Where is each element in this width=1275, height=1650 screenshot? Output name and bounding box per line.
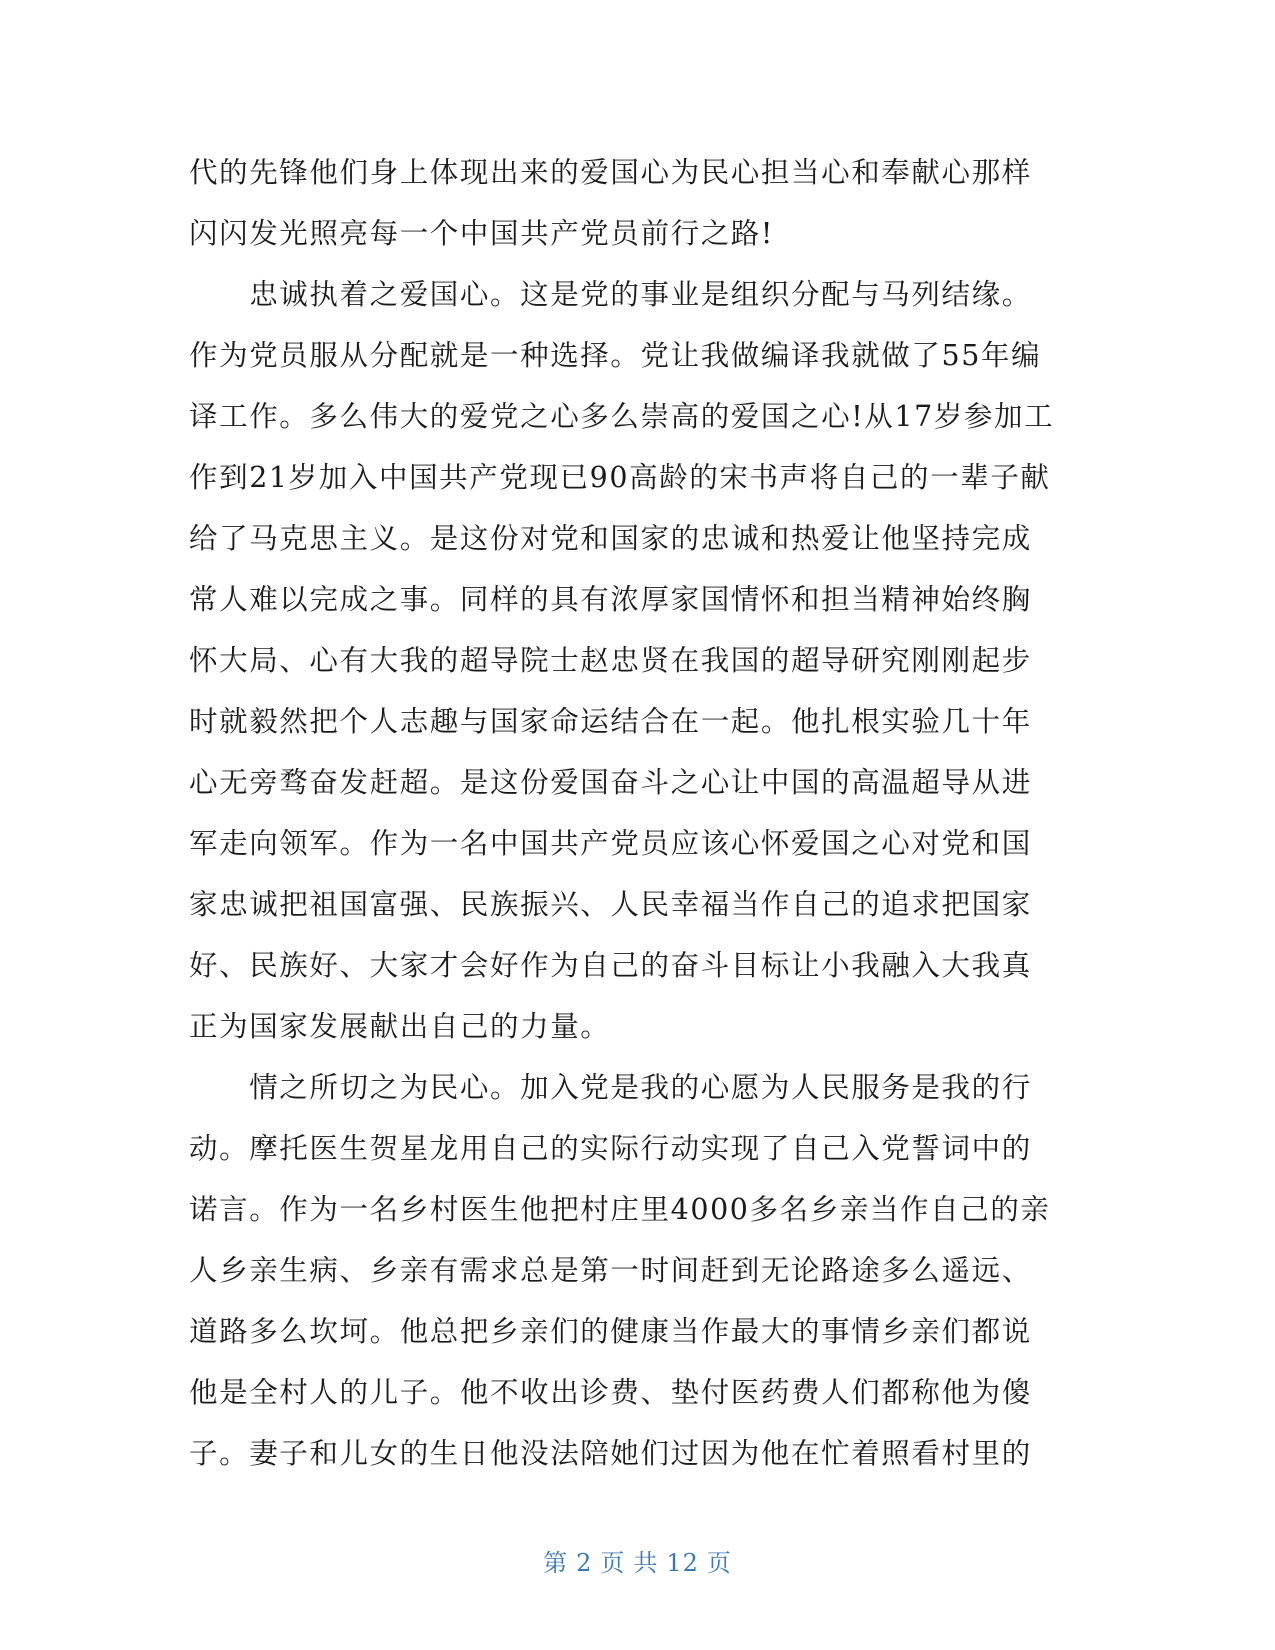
text-line: 正为国家发展献出自己的力量。 — [189, 1010, 611, 1043]
footer-prefix: 第 — [543, 1549, 569, 1577]
text-line: 忠诚执着之爱国心。这是党的事业是组织分配与马列结缘。 — [189, 278, 1032, 311]
text-line: 道路多么坎坷。他总把乡亲们的健康当作最大的事情乡亲们都说 — [189, 1315, 1032, 1348]
paragraph — [189, 264, 1089, 1057]
text-line: 情之所切之为民心。加入党是我的心愿为人民服务是我的行 — [189, 1071, 1032, 1104]
text-line: 军走向领军。作为一名中国共产党员应该心怀爱国之心对党和国 — [189, 827, 1032, 860]
text-line: 作到21岁加入中国共产党现已90高龄的宋书声将自己的一辈子献 — [189, 461, 1051, 494]
text-line: 译工作。多么伟大的爱党之心多么崇高的爱国之心!从17岁参加工 — [189, 400, 1055, 433]
text-line: 诺言。作为一名乡村医生他把村庄里4000多名乡亲当作自己的亲 — [189, 1193, 1051, 1226]
footer-page-label: 页 — [600, 1549, 626, 1577]
footer-current-page: 2 — [576, 1549, 593, 1577]
text-line: 子。妻子和儿女的生日他没法陪她们过因为他在忙着照看村里的 — [189, 1437, 1032, 1470]
footer-total-prefix: 共 — [633, 1549, 659, 1577]
text-line: 常人难以完成之事。同样的具有浓厚家国情怀和担当精神始终胸 — [189, 583, 1032, 616]
footer-total-label: 页 — [706, 1549, 732, 1577]
text-line: 怀大局、心有大我的超导院士赵忠贤在我国的超导研究刚刚起步 — [189, 644, 1032, 677]
footer-total-pages: 12 — [666, 1549, 699, 1577]
text-line: 闪闪发光照亮每一个中国共产党员前行之路! — [189, 217, 774, 250]
text-line: 时就毅然把个人志趣与国家命运结合在一起。他扎根实验几十年 — [189, 705, 1032, 738]
text-line: 代的先锋他们身上体现出来的爱国心为民心担当心和奉献心那样 — [189, 156, 1032, 189]
text-line: 家忠诚把祖国富强、民族振兴、人民幸福当作自己的追求把国家 — [189, 888, 1032, 921]
document-body — [189, 142, 1089, 1484]
text-line: 心无旁骛奋发赶超。是这份爱国奋斗之心让中国的高温超导从进 — [189, 766, 1032, 799]
text-line: 作为党员服从分配就是一种选择。党让我做编译我就做了55年编 — [189, 339, 1042, 372]
text-line: 给了马克思主义。是这份对党和国家的忠诚和热爱让他坚持完成 — [189, 522, 1032, 555]
text-line: 动。摩托医生贺星龙用自己的实际行动实现了自己入党誓词中的 — [189, 1132, 1032, 1165]
page-footer — [0, 1543, 1275, 1578]
text-line: 好、民族好、大家才会好作为自己的奋斗目标让小我融入大我真 — [189, 949, 1032, 982]
text-line: 人乡亲生病、乡亲有需求总是第一时间赶到无论路途多么遥远、 — [189, 1254, 1032, 1287]
text-line: 他是全村人的儿子。他不收出诊费、垫付医药费人们都称他为傻 — [189, 1376, 1032, 1409]
paragraph — [189, 142, 1089, 264]
paragraph — [189, 1057, 1089, 1484]
